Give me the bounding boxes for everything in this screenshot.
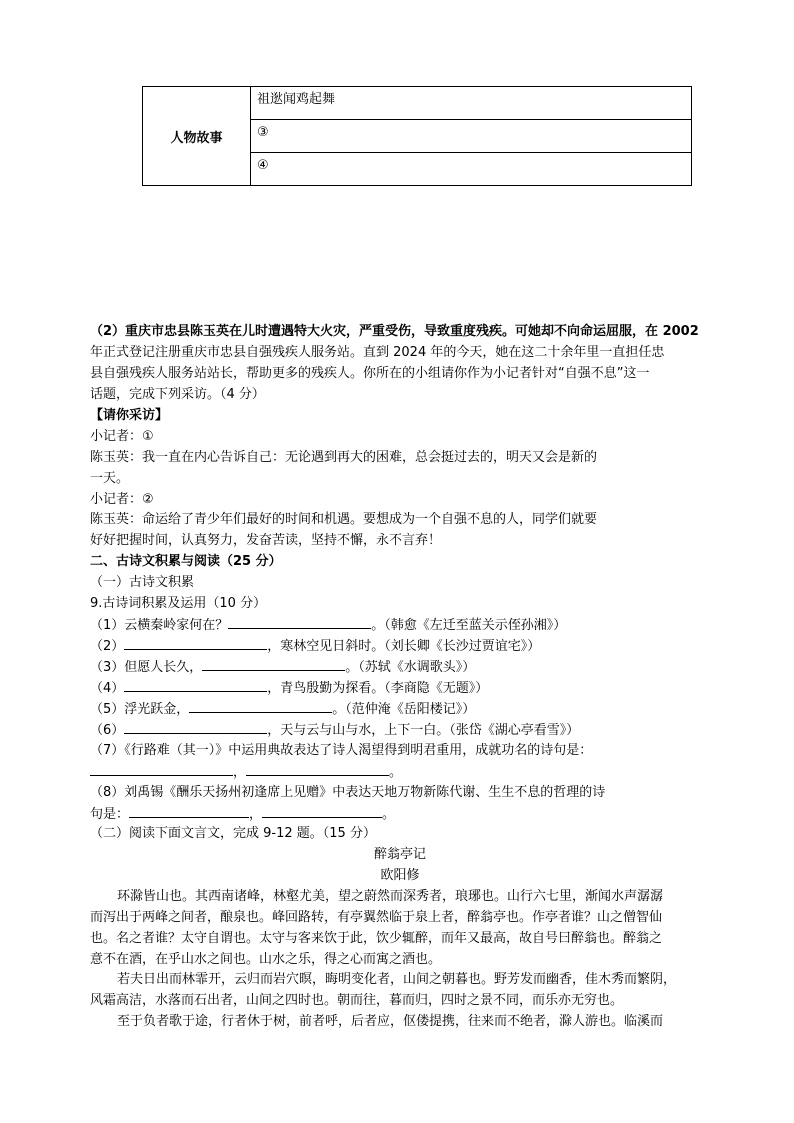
question-9-8-answer: 句是： ， 。 — [90, 804, 710, 826]
question-9-8: （8）刘禹锡《酬乐天扬州初逢席上见赠》中表达天地万物新陈代谢、生生不息的哲理的诗 — [90, 785, 606, 800]
table-cell-story-3: ③ — [251, 120, 692, 153]
q2-intro-line-2: 年正式登记注册重庆市忠县自强残疾人服务站。直到 2024 年的今天，她在这二十余年里一直担任忠 — [90, 345, 665, 360]
interview-line-6: 好好把握时间，认真努力，发奋苦读，坚持不懈，永不言弃！ — [90, 533, 442, 548]
essay-p1-line-4: 意不在酒，在乎山水之间也。山水之乐，得之心而寓之酒也。 — [90, 952, 442, 967]
poem-fill-5: （5）浮光跃金， 。（范仲淹《岳阳楼记》） — [90, 699, 710, 721]
poem-fill-4: （4） ，青鸟殷勤为探看。（李商隐《无题》） — [90, 678, 710, 700]
q2-intro-line-1: （2）重庆市忠县陈玉英在儿时遭遇特大火灾，严重受伤，导致重度残疾。可她却不向命运屈服，在 2002 — [90, 324, 699, 339]
poem-fill-6: （6） ，天与云与山与水，上下一白。（张岱《湖心亭看雪》） — [90, 720, 710, 742]
essay-p3-line-1: 至于负者歌于途，行者休于树，前者呼，后者应，伛偻提携，往来而不绝者，滁人游也。临溪而 — [117, 1014, 664, 1029]
table-row-header: 人物故事 — [143, 87, 251, 186]
interview-line-2: 陈玉英：我一直在内心告诉自己：无论遇到再大的困难，总会挺过去的，明天又会是新的 — [90, 450, 598, 465]
essay-p1-line-2: 而泻出于两峰之间者，酿泉也。峰回路转，有亭翼然临于泉上者，醉翁亭也。作亭者谁？山之僧智仙 — [90, 910, 663, 925]
section-2-sub-1: （一）古诗文积累 — [90, 575, 195, 590]
section-2-sub-2: （二）阅读下面文言文，完成 9-12 题。（15 分） — [90, 826, 376, 841]
answer-blank[interactable] — [202, 657, 345, 671]
poem-fill-1: （1）云横秦岭家何在？ 。（韩愈《左迁至蓝关示侄孙湘》） — [90, 615, 710, 637]
answer-blank[interactable] — [228, 615, 371, 629]
interview-line-3: 一天。 — [90, 471, 130, 486]
answer-blank[interactable] — [124, 636, 267, 650]
interview-line-1: 小记者：① — [90, 429, 154, 444]
question-9-7: （7）《行路难（其一）》中运用典故表达了诗人渴望得到明君重用，成就功名的诗句是： — [90, 743, 593, 758]
essay-author: 欧阳修 — [380, 868, 420, 883]
interview-line-5: 陈玉英：命运给了青少年们最好的时间和机遇。要想成为一个自强不息的人，同学们就要 — [90, 512, 598, 527]
character-story-table — [142, 86, 692, 186]
q2-intro-line-4: 话题，完成下列采访。（4 分） — [90, 387, 265, 402]
q2-intro-line-3: 县自强残疾人服务站站长，帮助更多的残疾人。你所在的小组请你作为小记者针对“自强不息”这一 — [90, 366, 650, 381]
answer-blank[interactable] — [124, 720, 267, 734]
answer-blank[interactable] — [262, 804, 382, 818]
table-cell-story-1: 祖逖闻鸡起舞 — [251, 87, 692, 120]
answer-blank[interactable] — [90, 762, 233, 776]
question-9-7-answer: ， 。 — [90, 762, 710, 784]
answer-blank[interactable] — [189, 699, 332, 713]
essay-p1-line-3: 也。名之者谁？太守自谓也。太守与客来饮于此，饮少辄醉，而年又最高，故自号曰醉翁也。醉翁之 — [90, 931, 663, 946]
essay-p1-line-1: 环滁皆山也。其西南诸峰，林壑尤美，望之蔚然而深秀者，琅琊也。山行六七里，渐闻水声潺潺 — [117, 889, 664, 904]
answer-blank[interactable] — [129, 804, 249, 818]
table-cell-story-4: ④ — [251, 153, 692, 186]
poem-fill-3: （3）但愿人长久， 。（苏轼《水调歌头》） — [90, 657, 710, 679]
answer-blank[interactable] — [124, 678, 267, 692]
question-9-title: 9.古诗词积累及运用（10 分） — [90, 596, 267, 611]
interview-title: 【请你采访】 — [90, 408, 169, 423]
section-2-title: 二、古诗文积累与阅读（25 分） — [90, 554, 282, 569]
essay-title: 醉翁亭记 — [373, 847, 426, 862]
poem-fill-2: （2） ，寒林空见日斜时。（刘长卿《长沙过贾谊宅》） — [90, 636, 710, 658]
answer-blank[interactable] — [246, 762, 389, 776]
essay-p2-line-2: 风霜高洁，水落而石出者，山间之四时也。朝而往，暮而归，四时之景不同，而乐亦无穷也。 — [90, 993, 624, 1008]
essay-p2-line-1: 若夫日出而林霏开，云归而岩穴暝，晦明变化者，山间之朝暮也。野芳发而幽香，佳木秀而繁阴， — [117, 972, 677, 987]
interview-line-4: 小记者：② — [90, 492, 154, 507]
